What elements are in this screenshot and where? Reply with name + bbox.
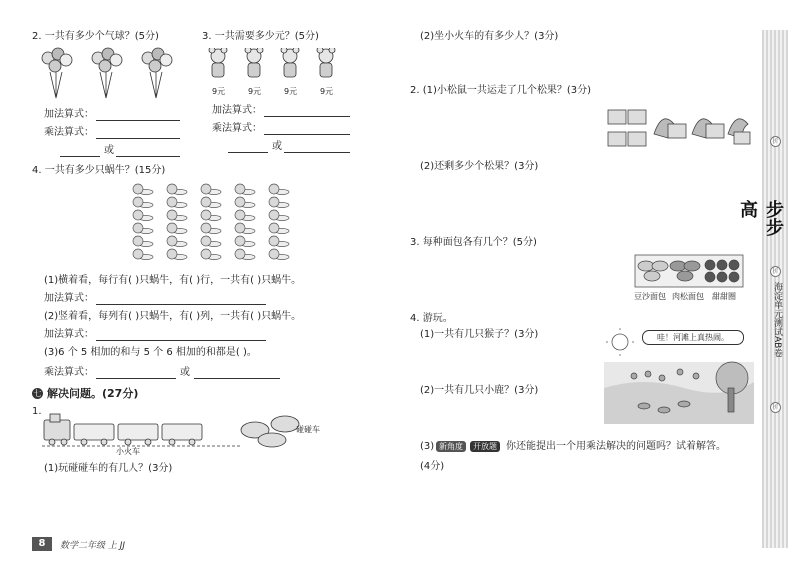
- problem-4-q1: (1)一共有几只猴子？(3分): [420, 329, 539, 340]
- snail-shell: [133, 210, 143, 220]
- problem-1-q1: (1)玩碰碰车的有几人？(3分): [44, 463, 173, 474]
- problem-4-q2: (2)一共有几只小鹿？(3分): [420, 385, 539, 396]
- q2-or-blank2[interactable]: [116, 156, 180, 157]
- q4-line-5: (3)6 个 5 相加的和与 5 个 6 相加的和都是( )。: [44, 347, 257, 358]
- problem-4-q3-points: (4分): [420, 461, 445, 472]
- footer-text: 数学二年级 上 JJ: [60, 541, 126, 551]
- snail-shell: [269, 210, 279, 220]
- q3-add-blank[interactable]: [264, 116, 350, 117]
- q4-mul-blank-2[interactable]: [194, 378, 280, 379]
- snail-shell: [269, 249, 279, 259]
- bumper-car-label: 碰碰车: [296, 425, 320, 434]
- snail-shell: [167, 184, 177, 194]
- section-7-title: 解决问题。(27分): [47, 387, 139, 400]
- q4-line-3: (2)竖着看，每列有( )只蜗牛，有( )列，一共有( )只蜗牛。: [44, 311, 302, 322]
- brand-logo: 步步高: [737, 200, 784, 236]
- snail-shell: [235, 184, 245, 194]
- snail-shell: [235, 249, 245, 259]
- bread-label-2: 肉松面包: [672, 292, 704, 301]
- new-angle-tag: 新角度: [436, 441, 466, 452]
- q3-or-blank1[interactable]: [228, 152, 268, 153]
- snail-shell: [167, 197, 177, 207]
- q4-line-2: 加法算式：: [44, 293, 94, 304]
- q3-price-1: 9元: [212, 87, 226, 96]
- page-number: 8: [32, 537, 52, 551]
- series-subtitle: 海淀单元测试AB卷: [772, 282, 782, 358]
- train-and-bumper-cars-illustration: [40, 410, 330, 448]
- snail-shell: [201, 210, 211, 220]
- snail-shell: [201, 236, 211, 246]
- q2-or-blank1[interactable]: [60, 156, 100, 157]
- snail-shell: [133, 223, 143, 233]
- q4-mul-blank-1[interactable]: [96, 378, 176, 379]
- q2-mul-label: 乘法算式：: [44, 127, 94, 138]
- snail-shell: [269, 223, 279, 233]
- snail-shell: [167, 236, 177, 246]
- q3-title: 3. 一共需要多少元？(5分): [202, 31, 319, 42]
- problem-1-q2: (2)坐小火车的有多少人？(3分): [420, 31, 559, 42]
- problem-4-title: 4. 游玩。: [410, 313, 453, 324]
- snail-shell: [167, 249, 177, 259]
- snail-shell: [201, 184, 211, 194]
- q4-line-1: (1)横着看，每行有( )只蜗牛，有( )行，一共有( )只蜗牛。: [44, 275, 302, 286]
- fold-mark-bottom: 折: [770, 402, 781, 413]
- q3-mul-label: 乘法算式：: [212, 123, 262, 134]
- snail-shell: [133, 249, 143, 259]
- snail-shell: [133, 197, 143, 207]
- bread-label-1: 豆沙面包: [634, 292, 666, 301]
- problem-2-q2: (2)还剩多少个松果？(3分): [420, 161, 539, 172]
- speech-bubble: 哇！河滩上真热闹。: [642, 330, 744, 345]
- q2-or-label: 或: [104, 145, 114, 156]
- q4-or-label: 或: [180, 367, 190, 378]
- q3-or-label: 或: [272, 141, 282, 152]
- q4-line-4: 加法算式：: [44, 329, 94, 340]
- q2-add-blank[interactable]: [96, 120, 180, 121]
- snail-shell: [269, 197, 279, 207]
- problem-2-q1: 2. (1)小松鼠一共运走了几个松果？(3分): [410, 85, 592, 96]
- snail-shell: [201, 249, 211, 259]
- open-question-tag: 开放题: [470, 441, 500, 452]
- q3-price-4: 9元: [320, 87, 334, 96]
- train-label: 小火车: [116, 447, 140, 456]
- q2-mul-blank[interactable]: [96, 138, 180, 139]
- squirrels-pinecones-illustration: [606, 104, 752, 152]
- q4-line-6: 乘法算式：: [44, 367, 94, 378]
- q4-title: 4. 一共有多少只蜗牛？(15分): [32, 165, 166, 176]
- q4-add-blank-1[interactable]: [96, 304, 266, 305]
- problem-3-title: 3. 每种面包各有几个？(5分): [410, 237, 537, 248]
- snail-shell: [133, 184, 143, 194]
- q2-add-label: 加法算式：: [44, 109, 94, 120]
- bread-shelf-illustration: [634, 254, 744, 288]
- bread-label-3: 甜甜圈: [712, 292, 736, 301]
- problem-4-q3-text: 你还能提出一个用乘法解决的问题吗？试着解答。: [506, 441, 726, 452]
- snail-shell: [235, 236, 245, 246]
- fold-mark-top: 折: [770, 136, 781, 147]
- snail-shell: [235, 223, 245, 233]
- q3-add-label: 加法算式：: [212, 105, 262, 116]
- snail-grid-illustration: [128, 182, 300, 266]
- snail-shell: [269, 184, 279, 194]
- q3-price-3: 9元: [284, 87, 298, 96]
- snail-shell: [201, 223, 211, 233]
- q3-mul-blank[interactable]: [264, 134, 350, 135]
- balloon-bunches-illustration: [38, 46, 178, 102]
- snail-shell: [167, 210, 177, 220]
- snail-shell: [133, 236, 143, 246]
- snail-shell: [201, 197, 211, 207]
- q3-price-2: 9元: [248, 87, 262, 96]
- fold-mark-middle: 折: [770, 266, 781, 277]
- q3-or-blank2[interactable]: [284, 152, 350, 153]
- section-7-badge: 七: [33, 389, 42, 398]
- q2-title: 2. 一共有多少个气球？(5分): [32, 31, 159, 42]
- bear-toys-illustration: [208, 48, 348, 84]
- snail-shell: [235, 210, 245, 220]
- problem-1-number: 1.: [32, 406, 42, 417]
- snail-shell: [235, 197, 245, 207]
- q4-add-blank-2[interactable]: [96, 340, 266, 341]
- snail-shell: [167, 223, 177, 233]
- snail-shell: [269, 236, 279, 246]
- problem-4-q3-prefix: (3): [420, 441, 435, 452]
